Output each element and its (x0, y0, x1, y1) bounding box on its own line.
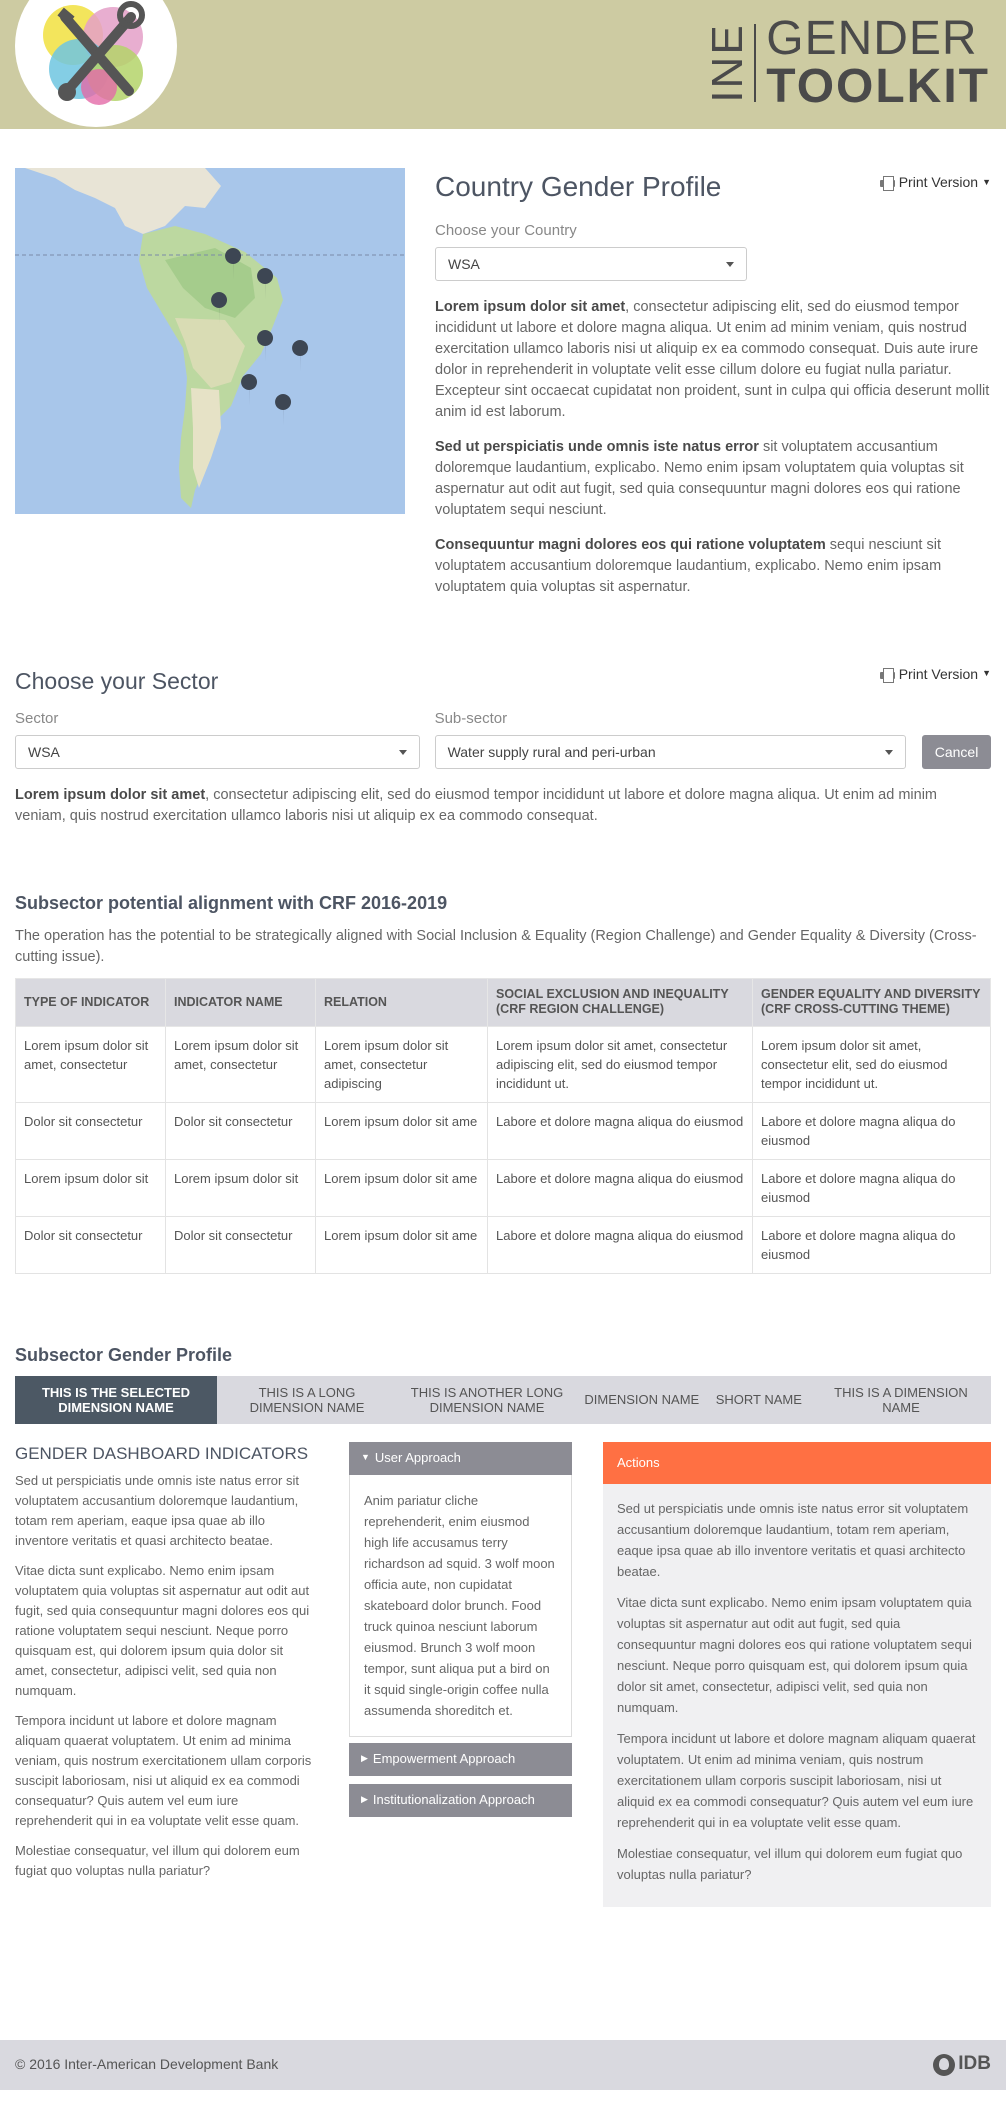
table-cell: Labore et dolore magna aliqua do eiusmod (488, 1159, 753, 1216)
alignment-section (15, 890, 991, 1274)
table-cell: Dolor sit consectetur (16, 1216, 166, 1273)
table-cell: Dolor sit consectetur (166, 1102, 316, 1159)
dimension-tabs (15, 1376, 991, 1424)
tab-dimension-name[interactable]: DIMENSION NAME (584, 1392, 700, 1407)
table-cell: Lorem ipsum dolor sit amet, consectetur adipiscing elit, sed do eiusmod tempor incididunt ut. (488, 1026, 753, 1102)
brand-gender: GENDER (766, 12, 978, 65)
table-cell: Dolor sit consectetur (16, 1102, 166, 1159)
tab-long-dimension[interactable]: THIS IS A LONG DIMENSION NAME (249, 1384, 365, 1415)
tab-a-dimension[interactable]: THIS IS A DIMENSION NAME (834, 1384, 968, 1415)
tab-selected-dimension[interactable]: THIS IS THE SELECTED DIMENSION NAME (15, 1376, 217, 1424)
print-version-label: Print Version (898, 665, 979, 682)
chevron-down-icon (885, 750, 893, 755)
table-cell: Lorem ipsum dolor sit ame (316, 1102, 488, 1159)
table-cell: Labore et dolore magna aliqua do eiusmod (753, 1159, 991, 1216)
south-america-map[interactable] (15, 168, 405, 514)
sector-section (15, 664, 991, 827)
brand-toolkit: TOOLKIT (766, 60, 990, 113)
alignment-title: Subsector potential alignment with CRF 2016-2019 (15, 892, 448, 913)
table-cell: Lorem ipsum dolor sit ame (316, 1159, 488, 1216)
actions-panel (603, 1442, 991, 1907)
actions-paragraph: Sed ut perspiciatis unde omnis iste natus error sit voluptatem accusantium doloremque laudantium, totam rem aperiam, eaque ipsa quae ab illo inventore veritatis et quasi architecto beatae. (617, 1500, 969, 1579)
table-cell: Labore et dolore magna aliqua do eiusmod (488, 1102, 753, 1159)
dashboard-paragraph: Molestiae consequatur, vel illum qui dolorem eum fugiat quo voluptas nulla pariatur? (15, 1843, 300, 1878)
table-cell: Labore et dolore magna aliqua do eiusmod (753, 1216, 991, 1273)
sector-paragraph: Lorem ipsum dolor sit amet, consectetur adipiscing elit, sed do eiusmod tempor incididunt ut labore et dolore magna aliqua. Ut enim ad minim veniam, quis nostrud exercitation ullamco laboris nisi ut aliquip ex ea commodo consequat. (15, 786, 937, 824)
table-cell: Lorem ipsum dolor sit amet, consectetur adipiscing (316, 1026, 488, 1102)
alignment-description: The operation has the potential to be strategically aligned with Social Inclusion & Equality (Region Challenge) and Gender Equality & Diversity (Cross-cutting issue). (15, 927, 977, 965)
table-cell: Lorem ipsum dolor sit amet, consectetur elit, sed do eiusmod tempor incididunt ut. (753, 1026, 991, 1102)
table-row (16, 1216, 991, 1273)
caret-down-icon: ▼ (982, 176, 991, 187)
table-cell: Lorem ipsum dolor sit (166, 1159, 316, 1216)
chevron-down-icon (726, 262, 734, 267)
institutionalization-approach-header[interactable] (349, 1784, 572, 1817)
country-profile-title: Country Gender Profile (435, 171, 722, 202)
idb-logo-text: IDB (958, 2053, 991, 2075)
sector-label: Sector (15, 710, 59, 727)
gender-profile-section (15, 1342, 991, 1907)
actions-paragraph: Tempora incidunt ut labore et dolore magnam aliquam quaerat voluptatem. Ut enim ad minima veniam, quis nostrum exercitationem ullam corporis suscipit laboriosam, nisi ut aliquid ex ea commodi consequatur? Quis autem vel eum iure reprehenderit qui in ea voluptate velit esse quam. (617, 1730, 976, 1830)
tab-short-name[interactable]: SHORT NAME (715, 1392, 802, 1407)
subsector-label: Sub-sector (434, 710, 508, 727)
chevron-down-icon (399, 750, 407, 755)
country-paragraph: Consequuntur magni dolores eos qui ratione voluptatem sequi nesciunt sit voluptatem accusantium doloremque laudantium, explicabo. Nemo enim ipsam voluptatem quia voluptas sit aspernatur. (435, 536, 942, 595)
table-cell: Lorem ipsum dolor sit (16, 1159, 166, 1216)
tools-icon (15, 0, 177, 127)
gender-profile-title: Subsector Gender Profile (15, 1344, 233, 1365)
dashboard-paragraph: Tempora incidunt ut labore et dolore magnam aliquam quaerat voluptatem. Ut enim ad minima veniam, quis nostrum exercitationem ullam corporis suscipit laboriosam, nisi ut aliquid ex ea commodi consequatur? Quis autem vel eum iure reprehenderit qui in ea voluptate velit esse quam. (15, 1713, 312, 1828)
actions-header: Actions (603, 1442, 991, 1484)
choose-country-label: Choose your Country (435, 222, 577, 239)
table-row (16, 1159, 991, 1216)
subsector-select[interactable] (435, 735, 907, 769)
printer-icon (880, 668, 895, 681)
sector-print-version[interactable] (880, 664, 991, 685)
dashboard-paragraph: Vitae dicta sunt explicabo. Nemo enim ipsam voluptatem quia voluptas sit aspernatur aut odit aut fugit, sed quia consequuntur magni dolores eos qui ratione voluptatem sequi nesciunt. Neque porro quisquam est, qui dolorem ipsum quia dolor sit amet, consectetur, adipisci velit, sed quia non numquam. (15, 1563, 310, 1698)
table-cell: Lorem ipsum dolor sit amet, consectetur (166, 1026, 316, 1102)
gender-dashboard-indicators (15, 1442, 319, 1907)
table-cell: Labore et dolore magna aliqua do eiusmod (753, 1102, 991, 1159)
sector-title: Choose your Sector (15, 667, 219, 694)
toolkit-logo[interactable] (15, 0, 177, 127)
table-row (16, 1026, 991, 1102)
alignment-table (15, 978, 991, 1274)
site-header (0, 0, 1006, 129)
gender-toolkit-brand (703, 12, 990, 113)
caret-down-icon: ▼ (982, 668, 991, 679)
table-row (16, 1102, 991, 1159)
chevron-down-icon: ▼ (361, 1452, 370, 1463)
table-cell: Labore et dolore magna aliqua do eiusmod (488, 1216, 753, 1273)
empowerment-approach-header[interactable] (349, 1743, 572, 1776)
copyright-text: © 2016 Inter-American Development Bank (15, 2056, 279, 2072)
actions-paragraph: Molestiae consequatur, vel illum qui dolorem eum fugiat quo voluptas nulla pariatur? (617, 1845, 963, 1882)
institutionalization-approach-label: Institutionalization Approach (372, 1792, 535, 1808)
table-cell: Lorem ipsum dolor sit ame (316, 1216, 488, 1273)
column-header: INDICATOR NAME (166, 978, 316, 1026)
cancel-button[interactable]: Cancel (922, 735, 991, 769)
column-header: RELATION (316, 978, 488, 1026)
printer-icon (880, 176, 895, 189)
country-select-value: WSA (448, 255, 480, 272)
country-paragraph: Sed ut perspiciatis unde omnis iste natus error sit voluptatem accusantium doloremque laudantium, explicabo. Nemo enim ipsam voluptatem quia voluptas sit aspernatur aut odit aut fugit, sed quia consequuntur magni dolores eos qui ratione voluptatem sequi nesciunt. (435, 438, 964, 518)
user-approach-label: User Approach (374, 1450, 461, 1466)
print-version-label: Print Version (898, 174, 979, 190)
table-cell: Lorem ipsum dolor sit amet, consectetur (16, 1026, 166, 1102)
dashboard-title: GENDER DASHBOARD INDICATORS (15, 1443, 309, 1463)
sector-select-value: WSA (28, 743, 60, 760)
country-select[interactable] (435, 247, 747, 281)
dashboard-paragraph: Sed ut perspiciatis unde omnis iste natus error sit voluptatem accusantium doloremque laudantium, totam rem aperiam, eaque ipsa quae ab illo inventore veritatis et quasi architecto beatae. (15, 1473, 299, 1548)
site-footer (0, 2040, 1006, 2090)
table-cell: Dolor sit consectetur (166, 1216, 316, 1273)
chevron-right-icon: ▶ (361, 1794, 368, 1805)
column-header: SOCIAL EXCLUSION AND INEQUALITY (CRF REGION CHALLENGE) (488, 978, 753, 1026)
idb-logo[interactable] (933, 2050, 991, 2079)
user-approach-header[interactable] (349, 1442, 572, 1475)
column-header: GENDER EQUALITY AND DIVERSITY (CRF CROSS-CUTTING THEME) (753, 978, 991, 1026)
approach-accordion (349, 1442, 572, 1907)
chevron-right-icon: ▶ (361, 1753, 368, 1764)
table-header-row (16, 978, 991, 1026)
idb-mark-icon (933, 2054, 955, 2076)
empowerment-approach-label: Empowerment Approach (372, 1751, 516, 1767)
actions-paragraph: Vitae dicta sunt explicabo. Nemo enim ipsam voluptatem quia voluptas sit aspernatur aut odit aut fugit, sed quia consequuntur magni dolores eos qui ratione voluptatem sequi nesciunt. Neque porro quisquam est, qui dolorem ipsum quia dolor sit amet, consectetur, adipisci velit, sed quia non numquam. (617, 1594, 972, 1715)
brand-ine: INE (703, 23, 753, 103)
tab-another-long-dimension[interactable]: THIS IS ANOTHER LONG DIMENSION NAME (410, 1384, 564, 1415)
column-header: TYPE OF INDICATOR (16, 978, 166, 1026)
sector-select[interactable] (15, 735, 420, 769)
country-section (15, 168, 991, 598)
subsector-select-value: Water supply rural and peri-urban (447, 743, 656, 760)
country-print-version[interactable] (880, 172, 991, 193)
map-graphic (15, 168, 405, 514)
user-approach-body: Anim pariatur cliche reprehenderit, enim eiusmod high life accusamus terry richardson ad squid. 3 wolf moon officia aute, non cupidatat skateboard dolor brunch. Food truck quinoa nesciunt laborum eiusmod. Brunch 3 wolf moon tempor, sunt aliqua put a bird on it squid single-origin coffee nulla assumenda shoreditch et. (349, 1475, 572, 1737)
country-paragraph: Lorem ipsum dolor sit amet, consectetur adipiscing elit, sed do eiusmod tempor incididunt ut labore et dolore magna aliqua. Ut enim ad minim veniam, quis nostrud exercitation ullamco laboris nisi ut aliquip ex ea commodo consequat. Duis aute irure dolor in reprehenderit in voluptate velit esse cillum dolore eu fugiat nulla pariatur. Excepteur sint occaecat cupidatat non proident, sunt in culpa qui officia deserunt mollit anim id est laborum. (435, 298, 990, 420)
